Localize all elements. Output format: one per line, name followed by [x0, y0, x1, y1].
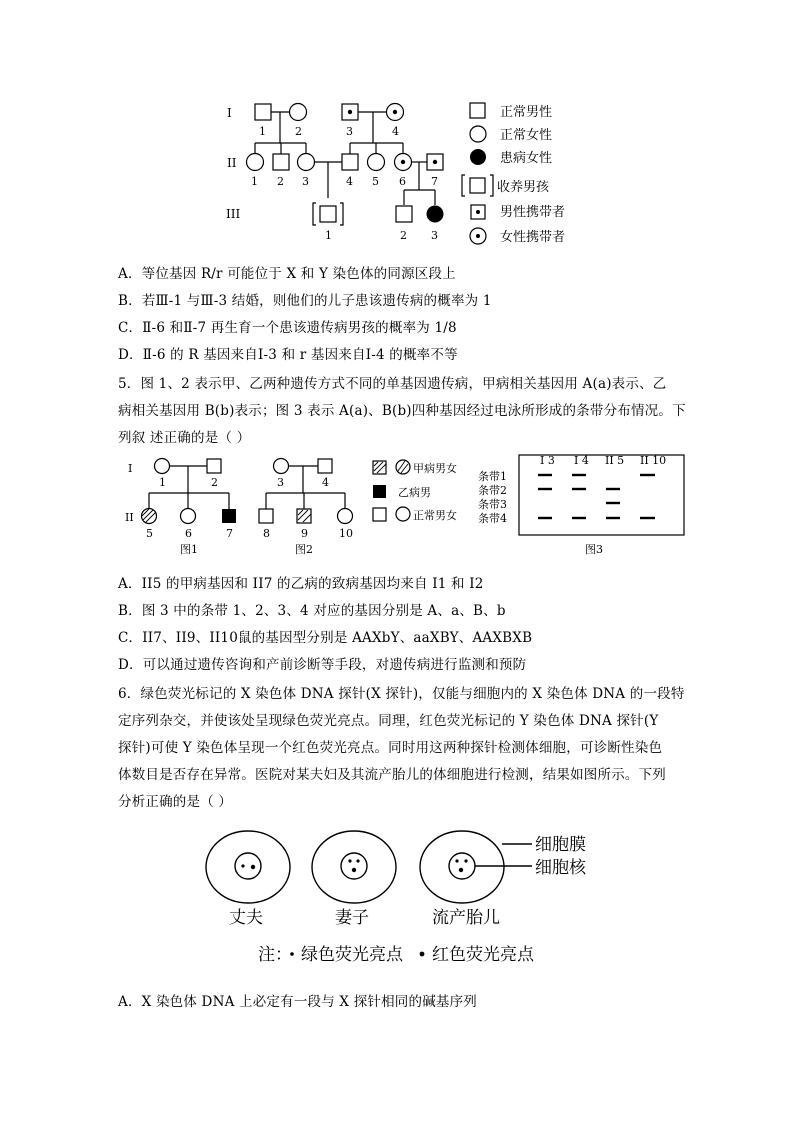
num: 1 — [259, 125, 266, 138]
q5-stem-line-2: 病相关基因用 B(b)表示；图 3 表示 A(a)、B(b)四种基因经过电泳所形成的条带分布情况。下 — [118, 403, 686, 419]
num: 6 — [399, 175, 406, 188]
legend-label: 正常男性 — [500, 105, 553, 120]
num: 2 — [400, 229, 407, 242]
f1-II7-affected-yi-male — [222, 509, 236, 523]
I1-normal-male — [255, 104, 271, 120]
q5-option-a: A．II5 的甲病基因和 II7 的乙病的致病基因均来自 I1 和 I2 — [118, 576, 484, 592]
gel-header: I 4 — [574, 454, 589, 467]
num: 4 — [322, 476, 329, 489]
II3-normal-female — [298, 154, 315, 171]
legend-label: 收养男孩 — [497, 180, 550, 195]
III1-adopted-boy — [320, 206, 336, 222]
fetus-cell — [420, 831, 504, 903]
q5-stem-line-1: 5．图 1、2 表示甲、乙两种遗传方式不同的单基因遗传病，甲病相关基因用 A(a)表示、乙 — [118, 376, 667, 392]
nucleus-label: 细胞核 — [535, 858, 586, 878]
q5-option-b: B．图 3 中的条带 1、2、3、4 对应的基因分别是 A、a、B、b — [118, 603, 506, 619]
num: 5 — [146, 527, 153, 540]
gen-label: II — [125, 511, 134, 524]
num: 5 — [372, 175, 379, 188]
num: 3 — [302, 175, 309, 188]
II1-normal-female — [247, 154, 264, 171]
q6-cell-figure — [0, 825, 794, 975]
q4-option-d: D．Ⅱ-6 的 R 基因来自Ⅰ-3 和 r 基因来自Ⅰ-4 的概率不等 — [118, 347, 458, 363]
num: 3 — [277, 476, 284, 489]
num: 8 — [263, 527, 270, 540]
II2-normal-male — [273, 154, 289, 170]
num: 9 — [301, 527, 308, 540]
num: 3 — [346, 125, 353, 138]
q5-stem-line-3: 列叙 述正确的是（ ） — [118, 430, 251, 446]
wife-label: 妻子 — [335, 908, 369, 928]
I2-normal-female — [290, 104, 307, 121]
membrane-label: 细胞膜 — [535, 835, 586, 855]
q4-option-c: C．Ⅱ-6 和Ⅱ-7 再生育一个患该遗传病男孩的概率为 1/8 — [118, 320, 457, 336]
q6-stem-line-5: 分析正确的是（ ） — [118, 794, 233, 810]
q4-option-a: A．等位基因 R/r 可能位于 X 和 Y 染色体的同源区段上 — [118, 266, 456, 282]
gen-label: II — [227, 156, 237, 170]
num: 3 — [431, 229, 438, 242]
husband-label: 丈夫 — [229, 908, 263, 928]
pedigree-figure-q4 — [0, 0, 794, 260]
wife-cell — [312, 831, 396, 903]
gel-header: I 3 — [540, 454, 555, 467]
q6-stem-line-3: 探针)可使 Y 染色体呈现一个红色荧光亮点。同时用这两种探针检测体细胞，可诊断性染色 — [118, 740, 663, 756]
legend-label: 患病女性 — [500, 151, 553, 166]
band-label: 条带2 — [478, 484, 507, 497]
q5-option-d: D．可以通过遗传咨询和产前诊断等手段，对遗传病进行监测和预防 — [118, 657, 527, 673]
red-spot-label: 红色荧光亮点 — [432, 945, 534, 965]
num: 10 — [339, 527, 353, 540]
III3-affected-female — [427, 206, 444, 223]
num: 6 — [185, 527, 192, 540]
gen-label: I — [227, 106, 232, 120]
q6-stem-line-1: 6．绿色荧光标记的 X 染色体 DNA 探针(X 探针)，仅能与细胞内的 X 染色体 DNA 的一段特 — [118, 686, 685, 702]
gen-label: III — [226, 207, 241, 221]
legend-label: 乙病男 — [398, 486, 431, 499]
fetus-label: 流产胎儿 — [432, 908, 500, 928]
legend-label: 正常男女 — [413, 509, 457, 522]
II5-normal-female — [368, 154, 385, 171]
fig-caption: 图3 — [585, 543, 603, 556]
q5-option-c: C．II7、II9、II10鼠的基因型分别是 AAXbY、aaXBY、AAXBXB — [118, 630, 533, 646]
num: 4 — [392, 125, 399, 138]
II4-normal-male — [342, 154, 358, 170]
gel-box — [519, 455, 684, 535]
num: 1 — [325, 229, 332, 242]
q4-option-b: B．若Ⅲ-1 与Ⅲ-3 结婚，则他们的儿子患该遗传病的概率为 1 — [118, 293, 492, 309]
legend-label: 正常女性 — [500, 128, 553, 143]
num: 7 — [226, 527, 233, 540]
band-label: 条带1 — [478, 470, 507, 483]
III2-normal-male — [396, 206, 412, 222]
gel-header: II 5 — [605, 454, 625, 467]
num: 2 — [211, 476, 218, 489]
num: 2 — [295, 125, 302, 138]
gel-header: II 10 — [640, 454, 667, 467]
q6-option-a: A．X 染色体 DNA 上必定有一段与 X 探针相同的碱基序列 — [118, 994, 478, 1010]
band-label: 条带3 — [478, 498, 507, 511]
legend-label: 男性携带者 — [500, 205, 566, 220]
num: 2 — [277, 175, 284, 188]
fig-caption: 图1 — [180, 543, 198, 556]
num: 1 — [159, 476, 166, 489]
num: 7 — [431, 175, 438, 188]
band-label: 条带4 — [478, 512, 507, 525]
note-prefix: 注： — [258, 945, 292, 965]
f1-II5-affected-jia-female — [142, 509, 157, 524]
num: 4 — [346, 175, 353, 188]
q6-stem-line-2: 定序列杂交，并使该处呈现绿色荧光亮点。同理，红色荧光标记的 Y 染色体 DNA 探针(Y — [118, 713, 659, 729]
legend-label: 女性携带者 — [500, 230, 566, 245]
q5-figures — [0, 450, 794, 570]
legend-label: 甲病男女 — [413, 462, 457, 475]
husband-cell — [206, 831, 290, 903]
fig-caption: 图2 — [295, 543, 313, 556]
num: 1 — [251, 175, 258, 188]
gen-label: I — [128, 462, 133, 475]
q6-stem-line-4: 体数目是否存在异常。医院对某夫妇及其流产胎儿的体细胞进行检测，结果如图所示。下列 — [118, 767, 666, 783]
green-spot-label: 绿色荧光亮点 — [301, 945, 403, 965]
